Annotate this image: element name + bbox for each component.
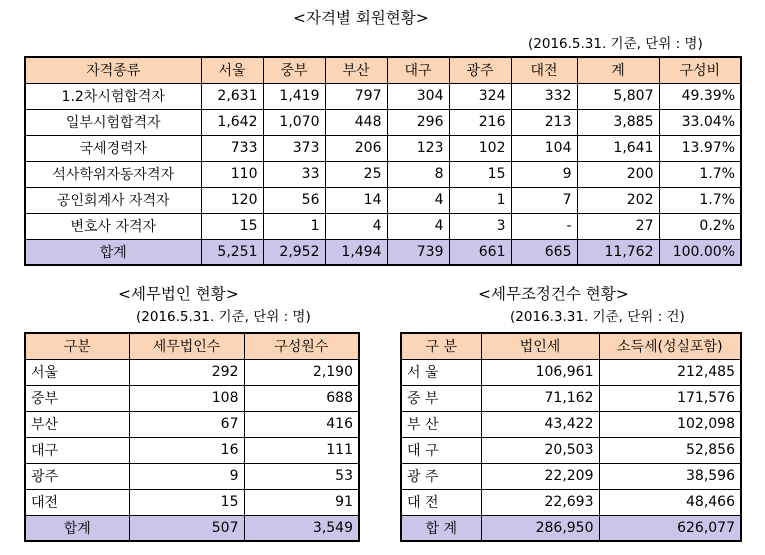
column-header: 구분 xyxy=(25,333,129,359)
table-cell: 71,162 xyxy=(481,385,599,411)
table-cell: 53 xyxy=(244,463,359,489)
table-cell: 110 xyxy=(201,161,263,187)
row-label: 변호사 자격자 xyxy=(25,213,201,239)
row-label: 서 울 xyxy=(401,359,481,385)
table-row xyxy=(401,359,741,385)
table-cell: 38,596 xyxy=(599,463,741,489)
table-cell: 91 xyxy=(244,489,359,515)
table-cell: 108 xyxy=(129,385,244,411)
table-cell: 13.97% xyxy=(659,135,741,161)
table-cell: 332 xyxy=(511,83,577,109)
row-label: 서울 xyxy=(25,359,129,385)
table-row xyxy=(25,385,359,411)
table-cell: 1,641 xyxy=(577,135,659,161)
row-label: 합계 xyxy=(25,239,201,265)
column-header: 구 분 xyxy=(401,333,481,359)
table-row xyxy=(25,83,741,109)
row-label: 국세경력자 xyxy=(25,135,201,161)
table-cell: 123 xyxy=(387,135,449,161)
column-header: 중부 xyxy=(263,57,325,83)
column-header: 구성원수 xyxy=(244,333,359,359)
table-cell: 4 xyxy=(387,187,449,213)
table-cell: 292 xyxy=(129,359,244,385)
table-cell: 25 xyxy=(325,161,387,187)
table-cell: 296 xyxy=(387,109,449,135)
row-label: 합계 xyxy=(25,515,129,541)
column-header: 자격종류 xyxy=(25,57,201,83)
table-row xyxy=(25,489,359,515)
row-label: 대 구 xyxy=(401,437,481,463)
table-cell: 286,950 xyxy=(481,515,599,541)
table-cell: 102,098 xyxy=(599,411,741,437)
column-header: 서울 xyxy=(201,57,263,83)
left-title: <세무법인 현황> xyxy=(118,285,239,303)
table-cell: 20,503 xyxy=(481,437,599,463)
top-title: <자격별 회원현황> xyxy=(293,9,429,27)
table-row xyxy=(401,489,741,515)
row-label: 합 계 xyxy=(401,515,481,541)
member-by-qualification-table xyxy=(24,56,742,266)
table-row xyxy=(401,463,741,489)
table-cell: 1 xyxy=(449,187,511,213)
table-cell: 49.39% xyxy=(659,83,741,109)
table-cell: 212,485 xyxy=(599,359,741,385)
table-cell: 3 xyxy=(449,213,511,239)
table-row xyxy=(25,411,359,437)
row-label: 1.2차시험합격자 xyxy=(25,83,201,109)
right-note: (2016.3.31. 기준, 단위 : 건) xyxy=(510,309,685,325)
table-cell: 507 xyxy=(129,515,244,541)
column-header: 부산 xyxy=(325,57,387,83)
table-cell: 1,494 xyxy=(325,239,387,265)
row-label: 광 주 xyxy=(401,463,481,489)
table-cell: 2,952 xyxy=(263,239,325,265)
table-cell: 104 xyxy=(511,135,577,161)
table-cell: 9 xyxy=(129,463,244,489)
table-cell: 1.7% xyxy=(659,161,741,187)
table-cell: 416 xyxy=(244,411,359,437)
table-cell: 4 xyxy=(387,213,449,239)
table-cell: 324 xyxy=(449,83,511,109)
table-cell: 304 xyxy=(387,83,449,109)
table-cell: 448 xyxy=(325,109,387,135)
table-cell: 1 xyxy=(263,213,325,239)
tax-adjustment-table xyxy=(400,332,742,542)
total-row xyxy=(401,515,741,541)
table-cell: 111 xyxy=(244,437,359,463)
table-cell: 15 xyxy=(449,161,511,187)
table-cell: 373 xyxy=(263,135,325,161)
table-cell: 1.7% xyxy=(659,187,741,213)
top-note: (2016.5.31. 기준, 단위 : 명) xyxy=(528,36,703,52)
column-header: 대구 xyxy=(387,57,449,83)
row-label: 중 부 xyxy=(401,385,481,411)
table-cell: 48,466 xyxy=(599,489,741,515)
table-row xyxy=(25,437,359,463)
table-cell: 2,631 xyxy=(201,83,263,109)
table-cell: 626,077 xyxy=(599,515,741,541)
row-label: 대 전 xyxy=(401,489,481,515)
row-label: 광주 xyxy=(25,463,129,489)
table-row xyxy=(25,161,741,187)
table-cell: 9 xyxy=(511,161,577,187)
table-row xyxy=(25,359,359,385)
column-header: 대전 xyxy=(511,57,577,83)
row-label: 부산 xyxy=(25,411,129,437)
header-row xyxy=(25,333,359,359)
table-row xyxy=(401,385,741,411)
table-row xyxy=(25,463,359,489)
table-cell: 1,642 xyxy=(201,109,263,135)
table-cell: 52,856 xyxy=(599,437,741,463)
table-cell: 3,885 xyxy=(577,109,659,135)
table-cell: 0.2% xyxy=(659,213,741,239)
table-cell: 739 xyxy=(387,239,449,265)
table-cell: 5,807 xyxy=(577,83,659,109)
table-cell: 733 xyxy=(201,135,263,161)
table-cell: - xyxy=(511,213,577,239)
table-cell: 33.04% xyxy=(659,109,741,135)
table-cell: 8 xyxy=(387,161,449,187)
table-cell: 15 xyxy=(129,489,244,515)
header-row xyxy=(401,333,741,359)
table-row xyxy=(25,135,741,161)
table-cell: 206 xyxy=(325,135,387,161)
total-row xyxy=(25,239,741,265)
tax-corporation-table xyxy=(24,332,360,542)
table-cell: 688 xyxy=(244,385,359,411)
table-cell: 7 xyxy=(511,187,577,213)
column-header: 계 xyxy=(577,57,659,83)
table-row xyxy=(25,109,741,135)
table-cell: 3,549 xyxy=(244,515,359,541)
total-row xyxy=(25,515,359,541)
table-cell: 171,576 xyxy=(599,385,741,411)
table-cell: 27 xyxy=(577,213,659,239)
column-header: 소득세(성실포함) xyxy=(599,333,741,359)
table-cell: 2,190 xyxy=(244,359,359,385)
table-cell: 1,419 xyxy=(263,83,325,109)
table-cell: 200 xyxy=(577,161,659,187)
table-cell: 16 xyxy=(129,437,244,463)
table-cell: 213 xyxy=(511,109,577,135)
table-cell: 5,251 xyxy=(201,239,263,265)
column-header: 세무법인수 xyxy=(129,333,244,359)
row-label: 석사학위자동자격자 xyxy=(25,161,201,187)
column-header: 구성비 xyxy=(659,57,741,83)
table-cell: 202 xyxy=(577,187,659,213)
row-label: 대구 xyxy=(25,437,129,463)
column-header: 법인세 xyxy=(481,333,599,359)
table-row xyxy=(401,437,741,463)
table-cell: 4 xyxy=(325,213,387,239)
table-row xyxy=(25,213,741,239)
header-row xyxy=(25,57,741,83)
row-label: 공인회계사 자격자 xyxy=(25,187,201,213)
table-cell: 22,693 xyxy=(481,489,599,515)
table-cell: 661 xyxy=(449,239,511,265)
table-cell: 22,209 xyxy=(481,463,599,489)
table-cell: 43,422 xyxy=(481,411,599,437)
table-cell: 106,961 xyxy=(481,359,599,385)
table-cell: 120 xyxy=(201,187,263,213)
table-cell: 100.00% xyxy=(659,239,741,265)
table-cell: 67 xyxy=(129,411,244,437)
table-cell: 1,070 xyxy=(263,109,325,135)
table-cell: 11,762 xyxy=(577,239,659,265)
table-row xyxy=(401,411,741,437)
row-label: 대전 xyxy=(25,489,129,515)
table-cell: 216 xyxy=(449,109,511,135)
table-cell: 15 xyxy=(201,213,263,239)
table-cell: 33 xyxy=(263,161,325,187)
row-label: 일부시험합격자 xyxy=(25,109,201,135)
row-label: 부 산 xyxy=(401,411,481,437)
row-label: 중부 xyxy=(25,385,129,411)
left-note: (2016.5.31. 기준, 단위 : 명) xyxy=(136,309,311,325)
table-cell: 797 xyxy=(325,83,387,109)
table-cell: 102 xyxy=(449,135,511,161)
table-row xyxy=(25,187,741,213)
table-cell: 56 xyxy=(263,187,325,213)
column-header: 광주 xyxy=(449,57,511,83)
table-cell: 665 xyxy=(511,239,577,265)
table-cell: 14 xyxy=(325,187,387,213)
right-title: <세무조정건수 현황> xyxy=(478,285,629,303)
